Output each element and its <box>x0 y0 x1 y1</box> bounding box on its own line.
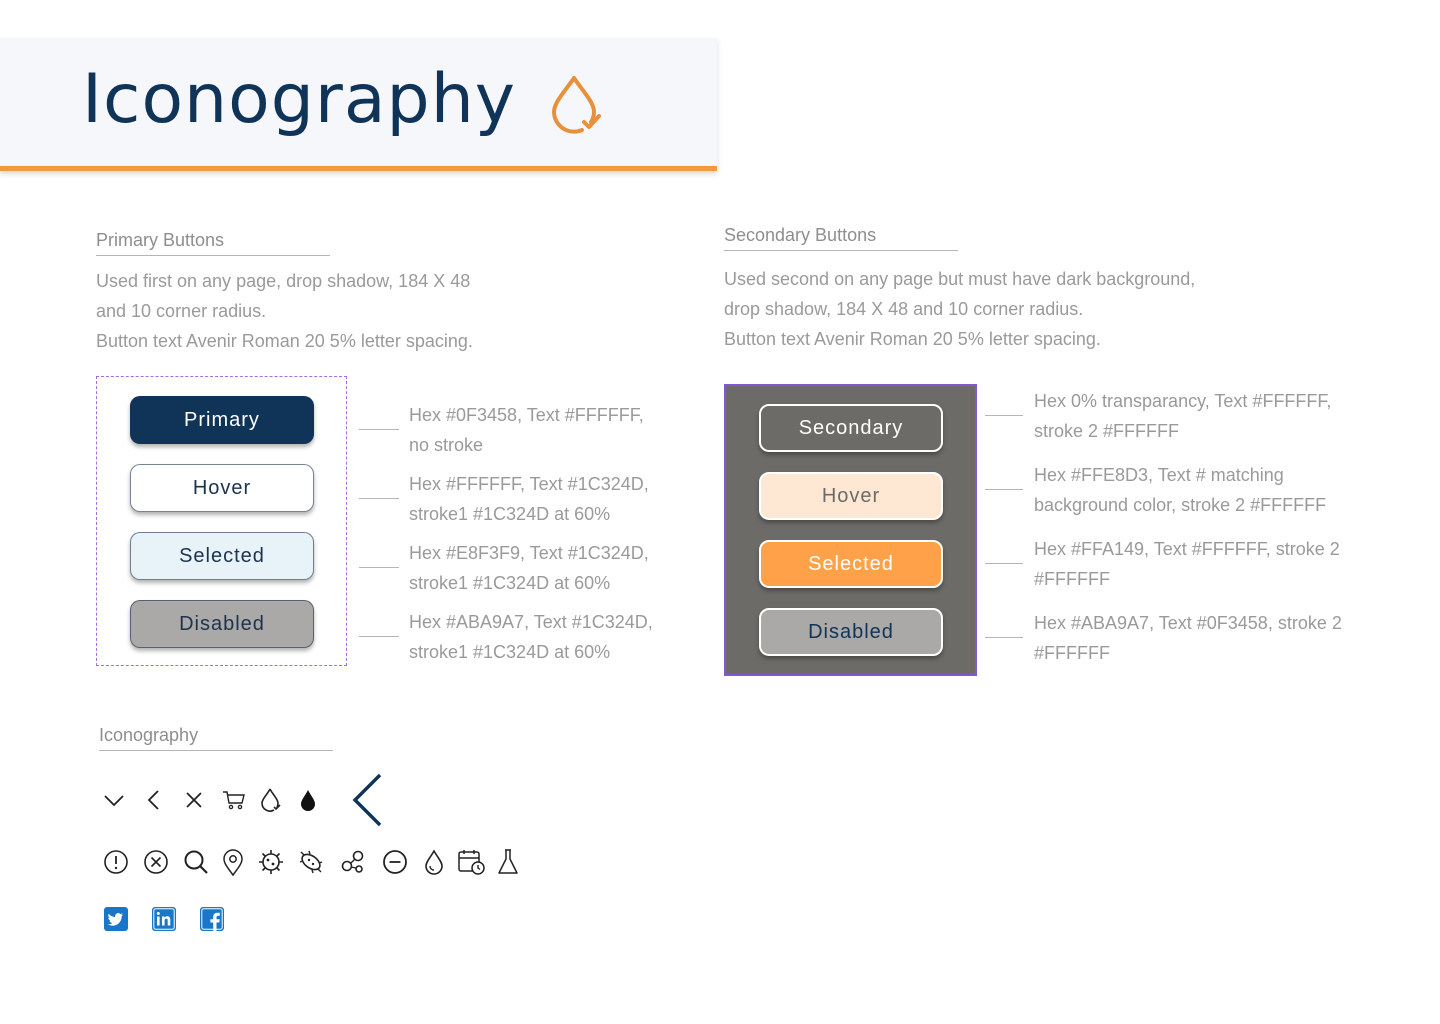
secondary-disabled-note <box>1034 608 1342 668</box>
secondary-desc-line: Used second on any page but must have dark background, <box>724 269 1196 289</box>
primary-disabled-button: Disabled <box>130 600 314 648</box>
chevron-down-icon[interactable] <box>103 789 125 811</box>
note-line: #FFFFFF <box>1034 569 1110 589</box>
calendar-clock-icon[interactable] <box>457 848 487 876</box>
close-icon[interactable] <box>183 789 205 811</box>
alert-circle-icon[interactable] <box>103 849 129 875</box>
primary-disabled-note <box>409 607 653 667</box>
secondary-disabled-button: Disabled <box>759 608 943 656</box>
note-line: Hex 0% transparancy, Text #FFFFFF, <box>1034 391 1332 411</box>
facebook-icon[interactable] <box>200 907 224 931</box>
note-line: background color, stroke 2 #FFFFFF <box>1034 495 1327 515</box>
virus-icon[interactable] <box>257 848 285 876</box>
primary-selected-note <box>409 538 649 598</box>
drop-icon[interactable] <box>422 848 446 876</box>
primary-desc-line: Used first on any page, drop shadow, 184 X 48 <box>96 271 471 291</box>
secondary-desc-line: drop shadow, 184 X 48 and 10 corner radius. <box>724 299 1084 319</box>
primary-desc-line: and 10 corner radius. <box>96 301 267 321</box>
close-circle-icon[interactable] <box>143 849 169 875</box>
primary-description <box>96 266 473 356</box>
note-line: stroke1 #1C324D at 60% <box>409 573 611 593</box>
secondary-desc-line: Button text Avenir Roman 20 5% letter spacing. <box>724 329 1101 349</box>
connector-line <box>359 498 399 499</box>
primary-desc-line: Button text Avenir Roman 20 5% letter spacing. <box>96 331 473 351</box>
drop-filled-icon[interactable] <box>298 787 318 813</box>
linkedin-icon[interactable] <box>152 907 176 931</box>
secondary-description <box>724 264 1195 354</box>
note-line: Hex #FFA149, Text #FFFFFF, stroke 2 <box>1034 539 1340 559</box>
chevron-left-icon[interactable] <box>143 789 165 811</box>
secondary-note <box>1034 386 1331 446</box>
search-icon[interactable] <box>183 849 209 875</box>
note-line: Hex #ABA9A7, Text #0F3458, stroke 2 <box>1034 613 1342 633</box>
cart-icon[interactable] <box>222 789 246 811</box>
note-line: Hex #ABA9A7, Text #1C324D, <box>409 612 653 632</box>
connector-line <box>985 489 1023 490</box>
secondary-selected-note <box>1034 534 1340 594</box>
note-line: stroke1 #1C324D at 60% <box>409 642 611 662</box>
note-line: Hex #FFFFFF, Text #1C324D, <box>409 474 649 494</box>
twitter-icon[interactable] <box>104 907 128 931</box>
note-line: Hex #E8F3F9, Text #1C324D, <box>409 543 649 563</box>
minus-circle-icon[interactable] <box>382 849 408 875</box>
note-line: no stroke <box>409 435 484 455</box>
note-line: Hex #FFE8D3, Text # matching <box>1034 465 1284 485</box>
location-pin-icon[interactable] <box>222 849 244 877</box>
primary-note <box>409 400 644 460</box>
connector-line <box>359 567 399 568</box>
connector-line <box>985 415 1023 416</box>
connector-line <box>985 563 1023 564</box>
secondary-button[interactable]: Secondary <box>759 404 943 452</box>
water-drop-check-icon <box>546 74 602 134</box>
secondary-hover-note <box>1034 460 1326 520</box>
flask-icon[interactable] <box>496 848 520 876</box>
page-title: Iconography <box>82 60 517 139</box>
molecule-icon[interactable] <box>339 848 367 876</box>
primary-hover-note <box>409 469 649 529</box>
primary-selected-button[interactable]: Selected <box>130 532 314 580</box>
connector-line <box>359 429 399 430</box>
secondary-selected-button[interactable]: Selected <box>759 540 943 588</box>
primary-buttons-title: Primary Buttons <box>96 230 330 256</box>
note-line: #FFFFFF <box>1034 643 1110 663</box>
secondary-buttons-title: Secondary Buttons <box>724 225 958 251</box>
note-line: stroke1 #1C324D at 60% <box>409 504 611 524</box>
large-chevron-left-icon[interactable] <box>350 773 386 827</box>
bacteria-icon[interactable] <box>297 848 325 876</box>
note-line: stroke 2 #FFFFFF <box>1034 421 1180 441</box>
iconography-title: Iconography <box>99 725 333 751</box>
connector-line <box>359 636 399 637</box>
primary-hover-button[interactable]: Hover <box>130 464 314 512</box>
drop-outline-icon[interactable] <box>259 787 281 813</box>
primary-button[interactable]: Primary <box>130 396 314 444</box>
note-line: Hex #0F3458, Text #FFFFFF, <box>409 405 644 425</box>
connector-line <box>985 637 1023 638</box>
secondary-hover-button[interactable]: Hover <box>759 472 943 520</box>
